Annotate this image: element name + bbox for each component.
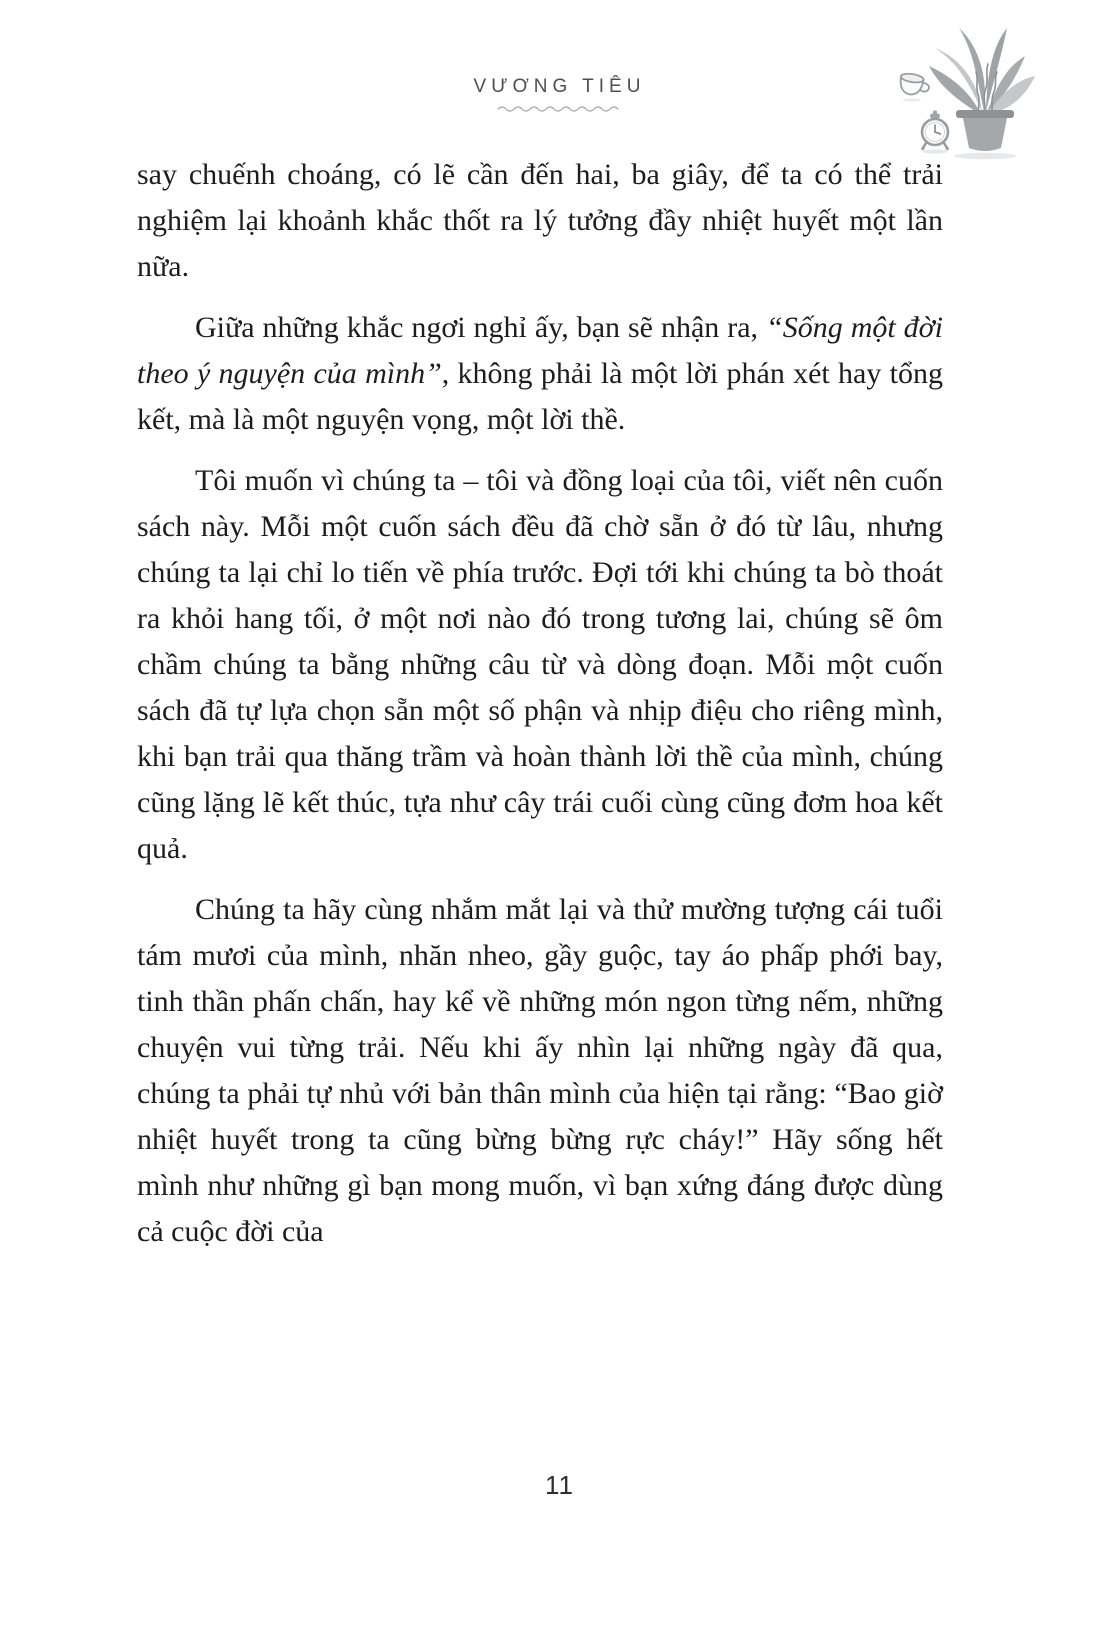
paragraph <box>137 152 943 290</box>
text-segment: Tôi muốn vì chúng ta – tôi và đồng loại của tôi, viết nên cuốn sách này. Mỗi một cuốn sách đều đã chờ sẵn ở đó từ lâu, nhưng chúng ta lại chỉ lo tiến về phía trước. Đợi tới khi chúng ta bò thoát ra khỏi hang tối, ở một nơi nào đó trong tương lai, chúng sẽ ôm chầm chúng ta bằng những câu từ và dòng đoạn. Mỗi một cuốn sách đã tự lựa chọn sẵn một số phận và nhịp điệu cho riêng mình, khi bạn trải qua thăng trầm và hoàn thành lời thề của mình, chúng cũng lặng lẽ kết thúc, tựa như cây trái cuối cùng cũng đơm hoa kết quả. <box>137 464 943 865</box>
coffee-cup-icon <box>898 72 930 97</box>
desk-illustration <box>885 22 1037 164</box>
text-segment: say chuếnh choáng, có lẽ cần đến hai, ba giây, để ta có thể trải nghiệm lại khoảnh khắc thốt ra lý tưởng đầy nhiệt huyết một lần nữa. <box>137 158 943 283</box>
paragraph <box>137 458 943 872</box>
text-segment: Giữa những khắc ngơi nghỉ ấy, bạn sẽ nhận ra, <box>195 311 767 344</box>
text-segment: Chúng ta hãy cùng nhắm mắt lại và thử mường tượng cái tuổi tám mươi của mình, nhăn nheo, gầy guộc, tay áo phấp phới bay, tinh thần phấn chấn, hay kể về những món ngon từng nếm, những chuyện vui từng trải. Nếu khi ấy nhìn lại những ngày đã qua, chúng ta phải tự nhủ với bản thân mình của hiện tại rằng: “Bao giờ nhiệt huyết trong ta cũng bừng bừng rực cháy!” Hãy sống hết mình như những gì bạn mong muốn, vì bạn xứng đáng được dùng cả cuộc đời của <box>137 893 943 1248</box>
wavy-underline <box>496 104 624 114</box>
alarm-clock-icon <box>921 111 949 151</box>
page-title: VƯƠNG TIÊU <box>473 76 646 97</box>
text-segment: , không phải là một lời phán xét hay tổng kết, mà là một nguyện vọng, một lời thề. <box>137 357 943 436</box>
paragraph <box>137 887 943 1255</box>
italic-quote-segment: “Sống một đời theo ý nguyện của mình” <box>137 311 944 390</box>
page-number: 11 <box>545 1470 574 1500</box>
body-paragraphs <box>137 152 943 1270</box>
paragraph <box>137 305 943 443</box>
